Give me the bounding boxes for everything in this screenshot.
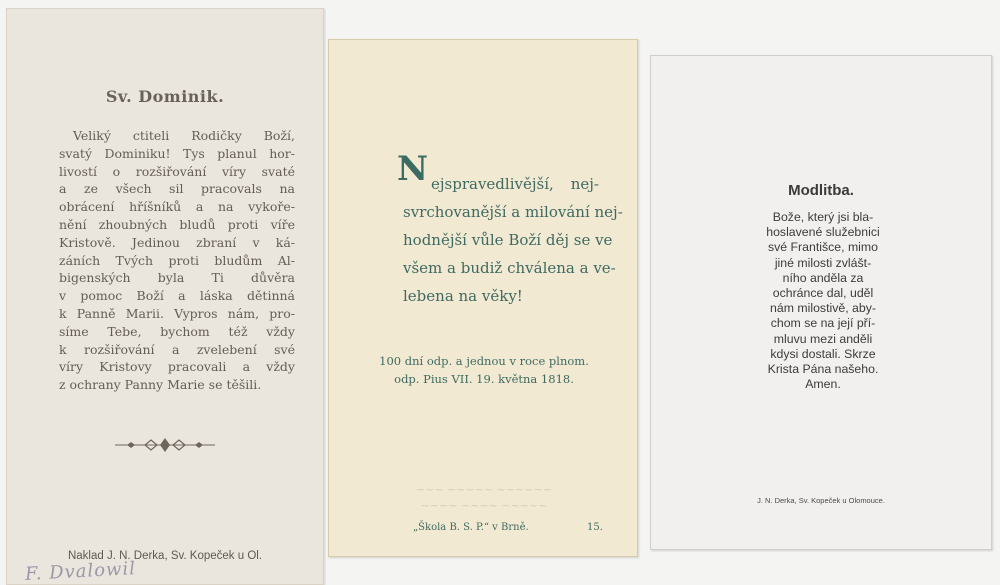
- prayer-line: mluvu mezi anděli: [773, 331, 873, 346]
- prayer-line: všem a budiž chválena a ve-: [403, 259, 616, 277]
- prayer-line: Krista Pána našeho.: [767, 362, 879, 377]
- prayer-line: a ze všech sil pracovals na: [59, 181, 295, 197]
- prayer-text: [403, 170, 623, 310]
- prayer-card-will-of-god: [328, 39, 638, 557]
- card-number: 15.: [587, 522, 603, 533]
- dropcap-letter: N: [397, 149, 429, 189]
- prayer-line: ního anděla za: [782, 270, 864, 285]
- prayer-line: Amen.: [805, 377, 841, 392]
- prayer-line: nění zhoubných bludů proti víře: [59, 216, 295, 232]
- publisher-footer: Naklad J. N. Derka, Sv. Kopeček u Ol.: [67, 550, 263, 562]
- prayer-line: livostí o rozšiřování víry svaté: [59, 163, 295, 179]
- publisher-name: „Škola B. S. P.“ v Brně.: [413, 522, 529, 533]
- prayer-line: bigenských byla Ti důvěra: [59, 270, 295, 286]
- prayer-line: ejspravedlivější, nej-: [431, 175, 599, 193]
- prayer-line: záních Tvých proti bludům Al-: [59, 252, 295, 268]
- prayer-line: svatý Dominiku! Tys planul hor-: [59, 145, 295, 161]
- prayer-line: hoslavené služebnici: [766, 225, 880, 240]
- prayer-card-saint-dominic: [6, 8, 324, 585]
- prayer-card-modlitba: [650, 55, 992, 550]
- prayer-line: obrácení hříšníků a na vykoře-: [59, 199, 295, 215]
- prayer-line: nám milostivě, aby-: [770, 301, 876, 316]
- indulgence-line: 100 dní odp. a jednou v roce plnom.: [379, 354, 589, 368]
- prayer-line: z ochrany Panny Marie se těšili.: [59, 377, 262, 393]
- indulgence-line: odp. Pius VII. 19. května 1818.: [394, 372, 574, 386]
- prayer-text: [745, 210, 901, 392]
- card-title: Sv. Dominik.: [105, 87, 225, 106]
- ornament-divider-icon: [113, 437, 217, 453]
- indulgence-note: [359, 352, 609, 388]
- prayer-line: chom se na její pří-: [770, 316, 876, 331]
- prayer-line: Veliký ctiteli Rodičky Boží,: [73, 128, 295, 143]
- prayer-line: Kristově. Jedinou zbraní v ká-: [59, 234, 295, 250]
- prayer-text: [59, 127, 295, 394]
- prayer-line: kdysi dostali. Skrze: [770, 346, 876, 361]
- prayer-line: jiné milosti zvlášt-: [774, 255, 872, 270]
- prayer-line: k Panně Marii. Vypros nám, pro-: [59, 305, 295, 321]
- prayer-line: své Františce, mimo: [767, 240, 878, 255]
- prayer-line: Bože, který jsi bla-: [772, 210, 874, 224]
- card-title: Modlitba.: [788, 182, 854, 199]
- prayer-line: lebena na věky!: [403, 287, 523, 305]
- prayer-line: k rozšiřování a zvelebení své: [59, 341, 295, 357]
- prayer-line: víry Kristovy pracovali a vždy: [59, 359, 295, 375]
- prayer-line: v pomoc Boží a láska dětinná: [59, 288, 295, 304]
- handwritten-signature: F. Dvalowil: [24, 558, 137, 585]
- prayer-line: síme Tebe, bychom též vždy: [59, 323, 295, 339]
- prayer-line: ochránce dal, uděl: [772, 286, 874, 301]
- bleed-through-text: ~~~ ~~~~~ ~~~~~~ ~~~~ ~~~~ ~~~~~: [415, 483, 553, 512]
- prayer-line: hodnější vůle Boží děj se ve: [403, 231, 613, 249]
- prayer-line: svrchovanější a milování nej-: [403, 203, 623, 221]
- publisher-footer: J. N. Derka, Sv. Kopeček u Olomouce.: [757, 496, 885, 505]
